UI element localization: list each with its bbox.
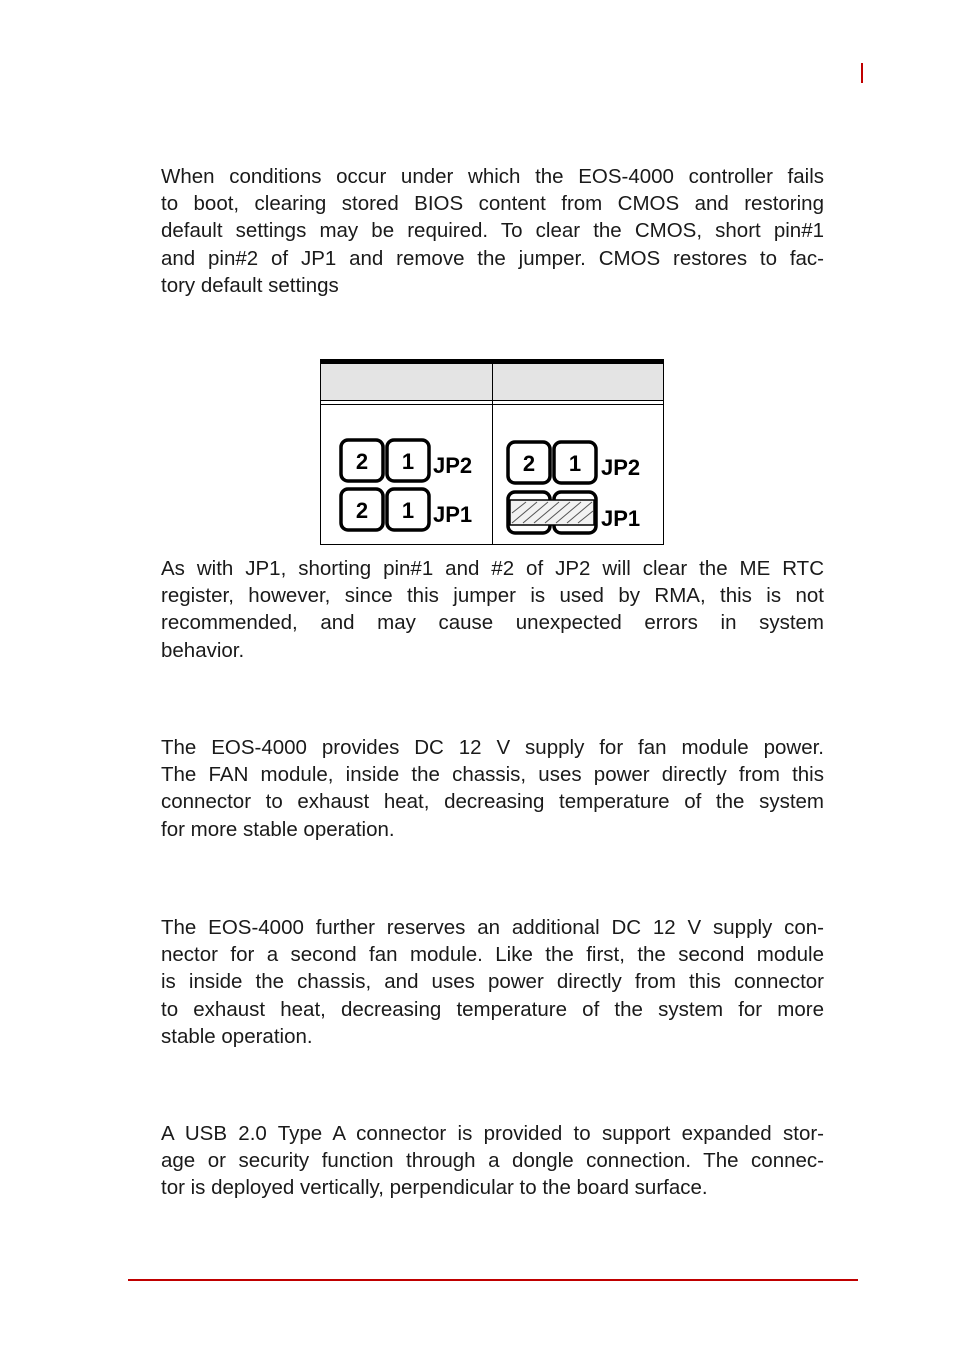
table-header-right bbox=[493, 364, 664, 400]
jumper-label: JP1 bbox=[601, 506, 641, 531]
text-line: As with JP1, shorting pin#1 and #2 of JP2 will clear the ME RTC bbox=[161, 557, 824, 580]
footer-rule bbox=[128, 1279, 858, 1281]
jumper-settings-table bbox=[320, 359, 664, 545]
usb-paragraph bbox=[161, 1120, 824, 1202]
text-line: is inside the chassis, and uses power directly from this connector bbox=[161, 970, 824, 994]
jumper-label: JP2 bbox=[433, 453, 473, 478]
text-line: recommended, and may cause unexpected errors in system bbox=[161, 611, 824, 635]
jumper-clear-diagram bbox=[493, 405, 664, 545]
table-header-left bbox=[321, 364, 492, 400]
text-line: register, however, since this jumper is used by RMA, this is not bbox=[161, 584, 824, 608]
text-line: stable operation. bbox=[161, 1024, 313, 1048]
text-line: to boot, clearing stored BIOS content from CMOS and restoring bbox=[161, 192, 824, 216]
jumper-pin-number: 2 bbox=[355, 449, 369, 474]
text-line: tory default settings bbox=[161, 273, 339, 297]
jumper-label: JP2 bbox=[601, 455, 641, 480]
fan1-paragraph bbox=[161, 734, 824, 843]
text-line: behavior. bbox=[161, 638, 245, 662]
text-line: age or security function through a dongle connection. The connec- bbox=[161, 1149, 824, 1173]
jumper-pin-number: 1 bbox=[401, 498, 415, 523]
jumper-pin-number: 1 bbox=[401, 449, 415, 474]
text-line: A USB 2.0 Type A connector is provided to support expanded stor- bbox=[161, 1122, 824, 1145]
text-line: to exhaust heat, decreasing temperature of the system for more bbox=[161, 997, 824, 1021]
jumper-pin-number: 2 bbox=[355, 498, 369, 523]
text-line: The FAN module, inside the chassis, uses power directly from this bbox=[161, 763, 824, 787]
text-line: connector to exhaust heat, decreasing temperature of the system bbox=[161, 790, 824, 814]
text-line: and pin#2 of JP1 and remove the jumper. CMOS restores to fac- bbox=[161, 246, 824, 270]
text-line: nector for a second fan module. Like the first, the second module bbox=[161, 943, 824, 967]
text-line: When conditions occur under which the EOS-4000 controller fails bbox=[161, 165, 824, 188]
jumper-pin-number: 1 bbox=[568, 451, 582, 476]
fan2-paragraph bbox=[161, 914, 824, 1050]
text-line: The EOS-4000 further reserves an additional DC 12 V supply con- bbox=[161, 916, 824, 939]
jumper-pin-number: 2 bbox=[522, 451, 536, 476]
clear-cmos-paragraph bbox=[161, 163, 824, 299]
jumper-cap bbox=[510, 500, 594, 525]
jp2-paragraph bbox=[161, 555, 824, 664]
text-line: tor is deployed vertically, perpendicular to the board surface. bbox=[161, 1176, 708, 1200]
text-line: for more stable operation. bbox=[161, 817, 395, 841]
header-accent-mark bbox=[861, 63, 863, 83]
jumper-normal-diagram bbox=[321, 405, 492, 545]
text-line: default settings may be required. To clear the CMOS, short pin#1 bbox=[161, 219, 824, 243]
jumper-label: JP1 bbox=[433, 502, 473, 527]
text-line: The EOS-4000 provides DC 12 V supply for fan module power. bbox=[161, 736, 824, 759]
